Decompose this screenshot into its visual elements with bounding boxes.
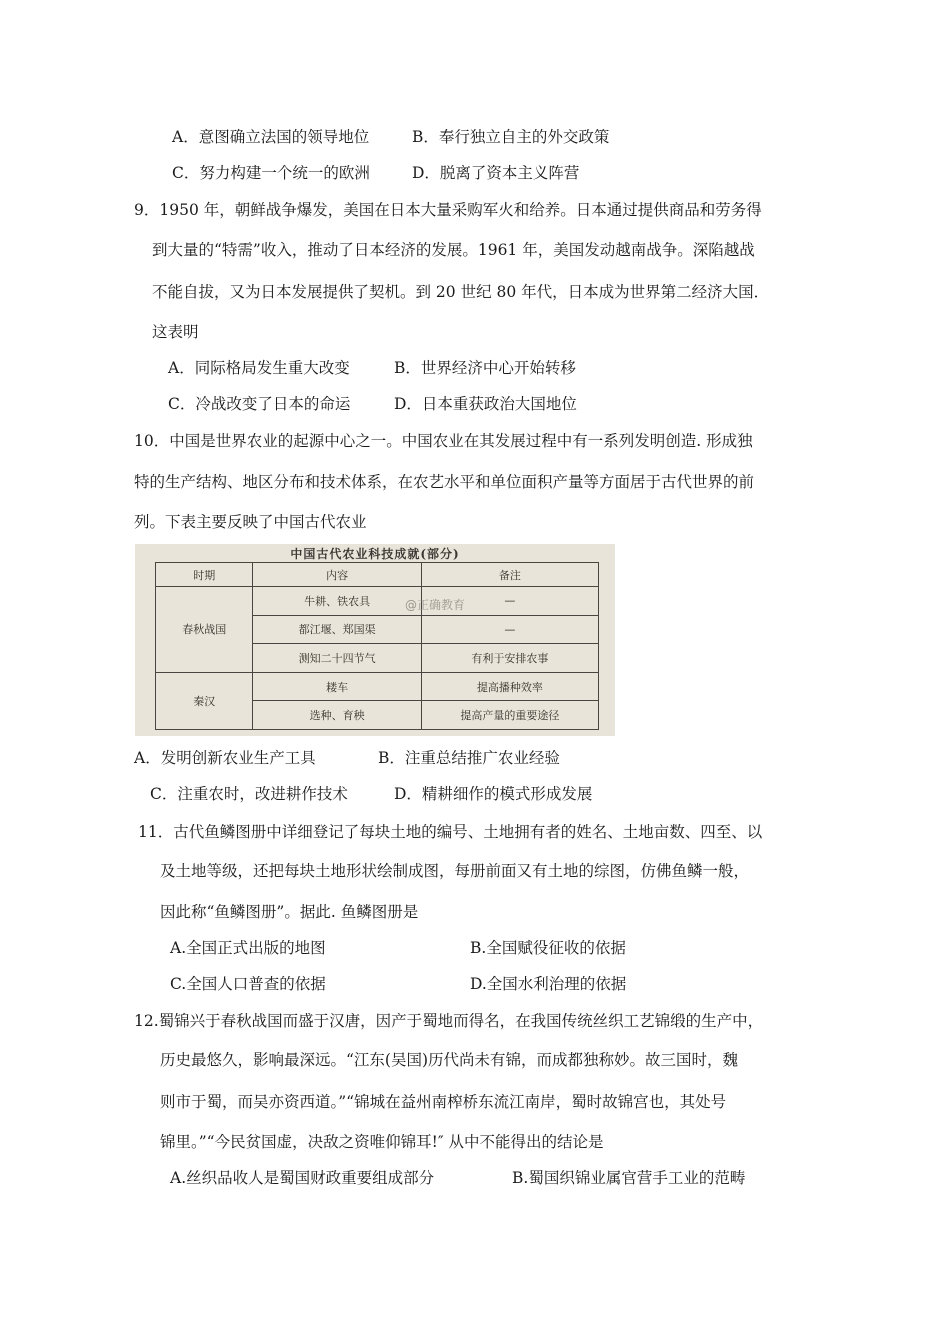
q9-option-c: C．冷战改变了日本的命运 xyxy=(168,395,351,413)
q10-stem-line-2: 特的生产结构、地区分布和技术体系，在农艺水平和单位面积产量等方面居于古代世界的前 xyxy=(134,473,755,491)
q9-option-b: B．世界经济中心开始转移 xyxy=(394,359,576,377)
agriculture-table xyxy=(155,562,599,730)
table-content-cell: 耧车 xyxy=(253,672,421,701)
table-note-cell: 有利于安排农事 xyxy=(421,644,598,673)
table-content-cell: 选种、育秧 xyxy=(253,701,421,730)
q11-option-c: C.全国人口普查的依据 xyxy=(170,975,326,993)
q11-option-b: B.全国赋役征收的依据 xyxy=(470,939,626,957)
q8-option-d: D．脱离了资本主义阵营 xyxy=(412,164,580,182)
q12-option-a: A.丝织品收人是蜀国财政重要组成部分 xyxy=(170,1169,435,1187)
q9-option-a: A．同际格局发生重大改变 xyxy=(168,359,350,377)
table-content-cell: 都江堰、郑国渠 xyxy=(253,615,421,644)
table-header-note: 备注 xyxy=(421,563,598,587)
table-period-cell: 春秋战国 xyxy=(156,587,253,673)
q10-option-d: D．精耕细作的模式形成发展 xyxy=(394,785,593,803)
table-header-period: 时期 xyxy=(156,563,253,587)
q11-stem-line-3: 因此称“鱼鳞图册”。据此. 鱼鳞图册是 xyxy=(160,903,419,921)
q8-option-b: B．奉行独立自主的外交政策 xyxy=(412,128,610,146)
q11-option-a: A.全国正式出版的地图 xyxy=(170,939,326,957)
q10-option-a: A．发明创新农业生产工具 xyxy=(134,749,316,767)
table-note-cell: — xyxy=(421,587,598,616)
table-header-content: 内容 xyxy=(253,563,421,587)
q9-stem-line-1: 9．1950 年，朝鲜战争爆发，美国在日本大量采购军火和给养。日本通过提供商品和劳务得 xyxy=(134,201,762,219)
table-note-cell: — xyxy=(421,615,598,644)
table-content-cell: 牛耕、铁农具 xyxy=(253,587,421,616)
table-note-cell: 提高产量的重要途径 xyxy=(421,701,598,730)
q10-stem-line-1: 10．中国是世界农业的起源中心之一。中国农业在其发展过程中有一系列发明创造. 形成独 xyxy=(134,432,753,450)
table-period-cell: 秦汉 xyxy=(156,672,253,729)
agriculture-table-image xyxy=(135,544,615,736)
q10-option-b: B．注重总结推广农业经验 xyxy=(378,749,560,767)
q12-option-b: B.蜀国织锦业属官营手工业的范畴 xyxy=(512,1169,746,1187)
q11-stem-line-2: 及土地等级，还把每块土地形状绘制成图，每册前面又有土地的综图，仿佛鱼鳞一般， xyxy=(160,862,750,880)
q9-stem-line-3: 不能自拔，又为日本发展提供了契机。到 20 世纪 80 年代，日本成为世界第二经济大国． xyxy=(152,283,770,301)
q12-stem-line-2: 历史最悠久，影响最深远。“江东(吴国)历代尚未有锦，而成都独称妙。故三国时，魏 xyxy=(160,1051,739,1069)
q9-stem-line-2: 到大量的“特需”收入，推动了日本经济的发展。1961 年，美国发动越南战争。深陷越战 xyxy=(152,241,755,259)
q10-stem-line-3: 列。下表主要反映了中国古代农业 xyxy=(134,513,367,531)
q12-stem-line-1: 12.蜀锦兴于春秋战国而盛于汉唐，因产于蜀地而得名，在我国传统丝织工艺锦缎的生产中， xyxy=(134,1012,764,1030)
table-content-cell: 测知二十四节气 xyxy=(253,644,421,673)
q11-stem-line-1: 11．古代鱼鳞图册中详细登记了每块土地的编号、土地拥有者的姓名、土地亩数、四至、以 xyxy=(138,823,763,841)
table-note-cell: 提高播种效率 xyxy=(421,672,598,701)
q12-stem-line-3: 则市于蜀，而吴亦资西道。”“锦城在益州南榨桥东流江南岸，蜀时故锦宫也，其处号 xyxy=(160,1093,727,1111)
q12-stem-line-4: 锦里。”“今民贫国虚，决敌之资唯仰锦耳!″ 从中不能得出的结论是 xyxy=(160,1133,604,1151)
q8-option-a: A．意图确立法国的领导地位 xyxy=(172,128,370,146)
q9-stem-line-4: 这表明 xyxy=(152,323,199,341)
q10-option-c: C．注重农时，改进耕作技术 xyxy=(150,785,348,803)
q9-option-d: D．日本重获政治大国地位 xyxy=(394,395,577,413)
q11-option-d: D.全国水利治理的依据 xyxy=(470,975,627,993)
q8-option-c: C．努力构建一个统一的欧洲 xyxy=(172,164,370,182)
watermark: @正确教育 xyxy=(405,598,466,612)
table-caption: 中国古代农业科技成就(部分) xyxy=(290,547,460,561)
